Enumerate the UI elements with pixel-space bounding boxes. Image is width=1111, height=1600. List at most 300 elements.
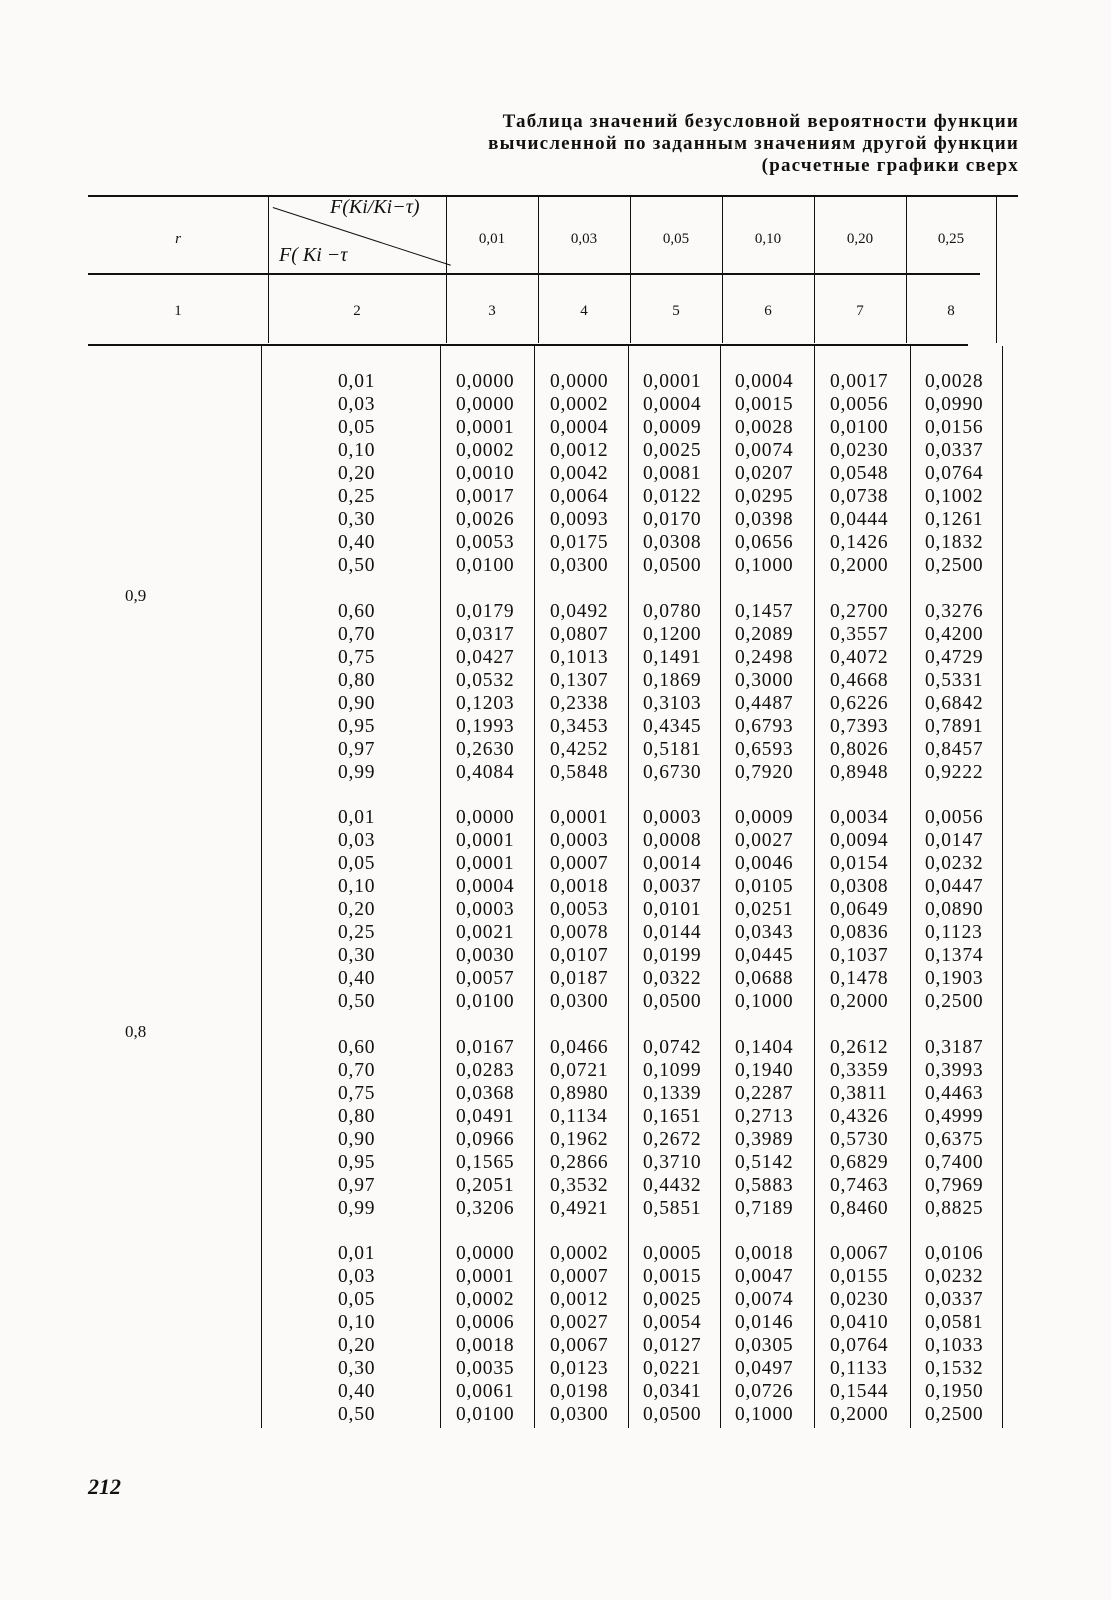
table-cell: 0,1903 bbox=[925, 968, 984, 989]
table-cell: 0,0081 bbox=[643, 463, 702, 484]
table-cell: 0,0003 bbox=[456, 899, 515, 920]
table-cell: 0,2000 bbox=[830, 1404, 889, 1425]
table-cell: 0,0053 bbox=[550, 899, 609, 920]
table-cell: 0,0548 bbox=[830, 463, 889, 484]
f-value bbox=[338, 1013, 375, 1036]
table-cell: 0,0093 bbox=[550, 509, 609, 530]
table-cell: 0,0500 bbox=[643, 991, 702, 1012]
table-cell: 0,3710 bbox=[643, 1152, 702, 1173]
table-cell: 0,3103 bbox=[643, 693, 702, 714]
f-value: 0,25 bbox=[338, 922, 376, 943]
table-cell: 0,0154 bbox=[830, 853, 889, 874]
f-value: 0,97 bbox=[338, 1175, 376, 1196]
group-gap bbox=[830, 1220, 888, 1242]
table-cell: 0,0018 bbox=[735, 1243, 794, 1264]
column-number: 7 bbox=[856, 302, 864, 319]
table-cell: 0,2287 bbox=[735, 1083, 794, 1104]
table-cell: 0,1000 bbox=[735, 555, 794, 576]
table-cell: 0,0726 bbox=[735, 1381, 794, 1402]
table-cell: 0,0230 bbox=[830, 440, 889, 461]
table-cell: 0,0100 bbox=[830, 417, 889, 438]
table-cell: 0,0002 bbox=[550, 394, 609, 415]
table-cell: 0,5331 bbox=[925, 670, 984, 691]
table-cell: 0,0015 bbox=[735, 394, 794, 415]
f-value: 0,03 bbox=[338, 1266, 376, 1287]
table-cell: 0,3453 bbox=[550, 716, 609, 737]
table-cell: 0,1033 bbox=[925, 1335, 984, 1356]
table-cell: 0,0006 bbox=[456, 1312, 515, 1333]
table-cell: 0,2500 bbox=[925, 991, 984, 1012]
table-cell: 0,0000 bbox=[456, 807, 515, 828]
table-cell: 0,1099 bbox=[643, 1060, 702, 1081]
table-cell: 0,1002 bbox=[925, 486, 984, 507]
column-number: 5 bbox=[672, 302, 680, 319]
table-cell: 0,8980 bbox=[550, 1083, 609, 1104]
table-cell: 0,0179 bbox=[456, 601, 515, 622]
table-cell: 0,6730 bbox=[643, 762, 702, 783]
f-value: 0,01 bbox=[338, 371, 376, 392]
table-cell: 0,0492 bbox=[550, 601, 609, 622]
table-cell: 0,0067 bbox=[550, 1335, 609, 1356]
f-value: 0,05 bbox=[338, 1289, 376, 1310]
table-cell: 0,0123 bbox=[550, 1358, 609, 1379]
title-line-2: вычисленной по заданным значениям другой функции bbox=[488, 133, 1019, 154]
table-cell: 0,1307 bbox=[550, 670, 609, 691]
column-number: 2 bbox=[353, 302, 361, 319]
values-column-7 bbox=[830, 370, 888, 1426]
table-cell: 0,1374 bbox=[925, 945, 984, 966]
f-value: 0,01 bbox=[338, 1243, 376, 1264]
table-cell: 0,5181 bbox=[643, 739, 702, 760]
table-cell: 0,4200 bbox=[925, 624, 984, 645]
f-value: 0,05 bbox=[338, 853, 376, 874]
table-cell: 0,0127 bbox=[643, 1335, 702, 1356]
table-cell: 0,0305 bbox=[735, 1335, 794, 1356]
table-cell: 0,6829 bbox=[830, 1152, 889, 1173]
table-cell: 0,7891 bbox=[925, 716, 984, 737]
table-cell: 0,0100 bbox=[456, 1404, 515, 1425]
table-cell: 0,0000 bbox=[456, 394, 515, 415]
table-cell: 0,9222 bbox=[925, 762, 984, 783]
table-cell: 0,1426 bbox=[830, 532, 889, 553]
column-header: 0,25 bbox=[937, 230, 965, 247]
table-cell: 0,7463 bbox=[830, 1175, 889, 1196]
f-value: 0,50 bbox=[338, 1404, 376, 1425]
table-cell bbox=[643, 1013, 701, 1036]
table-cell: 0,0012 bbox=[550, 1289, 609, 1310]
table-cell: 0,0836 bbox=[830, 922, 889, 943]
group-gap bbox=[643, 784, 701, 806]
table-cell: 0,0447 bbox=[925, 876, 984, 897]
table-cell: 0,0061 bbox=[456, 1381, 515, 1402]
table-cell: 0,0047 bbox=[735, 1266, 794, 1287]
table-cell: 0,0656 bbox=[735, 532, 794, 553]
table-cell: 0,0500 bbox=[643, 1404, 702, 1425]
table-cell: 0,7189 bbox=[735, 1198, 794, 1219]
table-cell: 0,0317 bbox=[456, 624, 515, 645]
table-cell: 0,4921 bbox=[550, 1198, 609, 1219]
table-cell: 0,0014 bbox=[643, 853, 702, 874]
table-cell bbox=[456, 1013, 514, 1036]
table-cell: 0,0003 bbox=[643, 807, 702, 828]
table-cell: 0,0207 bbox=[735, 463, 794, 484]
title-line-3: (расчетные графики сверх bbox=[761, 155, 1019, 176]
f-value: 0,03 bbox=[338, 830, 376, 851]
table-cell: 0,0780 bbox=[643, 601, 702, 622]
body-divider bbox=[1002, 346, 1003, 1428]
f-value: 0,50 bbox=[338, 555, 376, 576]
table-cell: 0,7393 bbox=[830, 716, 889, 737]
table-cell: 0,1123 bbox=[925, 922, 983, 943]
f-value: 0,70 bbox=[338, 1060, 376, 1081]
f-value: 0,97 bbox=[338, 739, 376, 760]
f-value: 0,40 bbox=[338, 968, 376, 989]
table-cell: 0,0008 bbox=[643, 830, 702, 851]
f-value: 0,70 bbox=[338, 624, 376, 645]
body-divider bbox=[628, 346, 629, 1428]
diag-header-bottom: F( Ki −τ bbox=[279, 244, 348, 266]
f-value: 0,10 bbox=[338, 1312, 376, 1333]
r-value: 0,8 bbox=[125, 1022, 147, 1041]
table-cell: 0,0018 bbox=[456, 1335, 515, 1356]
table-cell: 0,1544 bbox=[830, 1381, 889, 1402]
table-cell: 0,0491 bbox=[456, 1106, 515, 1127]
table-cell: 0,0027 bbox=[550, 1312, 609, 1333]
table-cell bbox=[830, 1013, 888, 1036]
table-cell: 0,0004 bbox=[735, 371, 794, 392]
table-cell: 0,0012 bbox=[550, 440, 609, 461]
table-cell: 0,0009 bbox=[643, 417, 702, 438]
group-gap bbox=[338, 1220, 375, 1242]
table-cell: 0,1404 bbox=[735, 1037, 794, 1058]
table-cell: 0,0807 bbox=[550, 624, 609, 645]
table-cell: 0,0018 bbox=[550, 876, 609, 897]
table-cell: 0,0017 bbox=[830, 371, 889, 392]
table-cell: 0,0046 bbox=[735, 853, 794, 874]
table-cell: 0,3206 bbox=[456, 1198, 515, 1219]
table-cell: 0,2713 bbox=[735, 1106, 794, 1127]
table-cell: 0,6375 bbox=[925, 1129, 984, 1150]
table-cell: 0,0101 bbox=[643, 899, 702, 920]
table-cell: 0,2612 bbox=[830, 1037, 889, 1058]
table-cell: 0,1134 bbox=[550, 1106, 608, 1127]
column-header: 0,01 bbox=[478, 230, 506, 247]
table-cell: 0,3000 bbox=[735, 670, 794, 691]
table-cell: 0,3557 bbox=[830, 624, 889, 645]
values-column-3 bbox=[456, 370, 514, 1426]
table-cell: 0,0000 bbox=[550, 371, 609, 392]
table-cell bbox=[735, 577, 793, 600]
table-cell: 0,0001 bbox=[456, 853, 515, 874]
table-cell: 0,2000 bbox=[830, 555, 889, 576]
table-cell: 0,3811 bbox=[830, 1083, 888, 1104]
table-cell: 0,5142 bbox=[735, 1152, 794, 1173]
f-value: 0,80 bbox=[338, 670, 376, 691]
table-cell: 0,0410 bbox=[830, 1312, 889, 1333]
table-cell: 0,0156 bbox=[925, 417, 984, 438]
table-cell: 0,4084 bbox=[456, 762, 515, 783]
table-cell: 0,0064 bbox=[550, 486, 609, 507]
group-gap bbox=[735, 784, 793, 806]
table-cell: 0,0144 bbox=[643, 922, 702, 943]
table-cell: 0,6226 bbox=[830, 693, 889, 714]
table-cell: 0,4463 bbox=[925, 1083, 984, 1104]
f-value: 0,95 bbox=[338, 1152, 376, 1173]
table-cell: 0,2338 bbox=[550, 693, 609, 714]
f-value: 0,60 bbox=[338, 601, 376, 622]
table-cell: 0,0122 bbox=[643, 486, 702, 507]
f-value: 0,40 bbox=[338, 532, 376, 553]
table-cell: 0,0106 bbox=[925, 1243, 984, 1264]
title-line-1: Таблица значений безусловной вероятности функции bbox=[502, 111, 1019, 132]
table-cell: 0,4326 bbox=[830, 1106, 889, 1127]
table-cell: 0,0175 bbox=[550, 532, 609, 553]
table-cell: 0,0170 bbox=[643, 509, 702, 530]
table-cell: 0,4487 bbox=[735, 693, 794, 714]
table-cell: 0,2089 bbox=[735, 624, 794, 645]
table-cell: 0,0283 bbox=[456, 1060, 515, 1081]
table-cell: 0,0649 bbox=[830, 899, 889, 920]
body-divider bbox=[534, 346, 535, 1428]
table-cell bbox=[456, 577, 514, 600]
diag-header-top: F(Ki/Ki−τ) bbox=[330, 196, 420, 218]
f-value: 0,60 bbox=[338, 1037, 376, 1058]
f-value: 0,10 bbox=[338, 440, 376, 461]
f-value: 0,20 bbox=[338, 899, 376, 920]
table-cell: 0,0000 bbox=[456, 371, 515, 392]
table-cell: 0,4432 bbox=[643, 1175, 702, 1196]
table-cell: 0,1000 bbox=[735, 991, 794, 1012]
column-number: 8 bbox=[947, 302, 955, 319]
f-value: 0,05 bbox=[338, 417, 376, 438]
values-column-5 bbox=[643, 370, 701, 1426]
table-cell: 0,0199 bbox=[643, 945, 702, 966]
table-cell: 0,1013 bbox=[550, 647, 609, 668]
f-value: 0,30 bbox=[338, 1358, 376, 1379]
table-cell: 0,0004 bbox=[643, 394, 702, 415]
group-gap bbox=[550, 784, 608, 806]
r-value: 0,9 bbox=[125, 586, 147, 605]
table-cell: 0,0074 bbox=[735, 440, 794, 461]
table-cell: 0,0009 bbox=[735, 807, 794, 828]
table-cell: 0,1532 bbox=[925, 1358, 984, 1379]
f-value: 0,20 bbox=[338, 1335, 376, 1356]
table-cell: 0,0198 bbox=[550, 1381, 609, 1402]
table-cell: 0,0001 bbox=[643, 371, 702, 392]
table-cell: 0,0688 bbox=[735, 968, 794, 989]
table-cell: 0,0017 bbox=[456, 486, 515, 507]
column-number: 1 bbox=[174, 302, 182, 319]
table-cell: 0,3993 bbox=[925, 1060, 984, 1081]
table-cell: 0,2866 bbox=[550, 1152, 609, 1173]
table-cell: 0,1457 bbox=[735, 601, 794, 622]
table-cell: 0,4668 bbox=[830, 670, 889, 691]
table-cell: 0,0295 bbox=[735, 486, 794, 507]
f-value: 0,01 bbox=[338, 807, 376, 828]
column-number: 4 bbox=[580, 302, 588, 319]
table-cell: 0,0337 bbox=[925, 1289, 984, 1310]
table-cell: 0,0742 bbox=[643, 1037, 702, 1058]
table-cell: 0,0100 bbox=[456, 555, 515, 576]
table-cell: 0,3187 bbox=[925, 1037, 984, 1058]
table-cell: 0,1261 bbox=[925, 509, 984, 530]
table-cell: 0,0368 bbox=[456, 1083, 515, 1104]
table-cell: 0,3276 bbox=[925, 601, 984, 622]
f-value: 0,40 bbox=[338, 1381, 376, 1402]
table-cell: 0,0581 bbox=[925, 1312, 984, 1333]
group-gap bbox=[456, 1220, 514, 1242]
table-cell: 0,0308 bbox=[830, 876, 889, 897]
table-cell: 0,0764 bbox=[925, 463, 984, 484]
table-cell: 0,0105 bbox=[735, 876, 794, 897]
table-cell: 0,0341 bbox=[643, 1381, 702, 1402]
table-cell: 0,0007 bbox=[550, 1266, 609, 1287]
group-gap bbox=[830, 784, 888, 806]
f-value: 0,90 bbox=[338, 693, 376, 714]
table-cell: 0,1940 bbox=[735, 1060, 794, 1081]
table-cell: 0,0007 bbox=[550, 853, 609, 874]
column-number: 6 bbox=[764, 302, 772, 319]
table-cell: 0,0308 bbox=[643, 532, 702, 553]
f-value: 0,10 bbox=[338, 876, 376, 897]
table-cell: 0,8026 bbox=[830, 739, 889, 760]
table-cell: 0,0003 bbox=[550, 830, 609, 851]
table-cell: 0,0337 bbox=[925, 440, 984, 461]
page-number: 212 bbox=[88, 1474, 121, 1499]
table-cell: 0,0890 bbox=[925, 899, 984, 920]
table-cell: 0,0015 bbox=[643, 1266, 702, 1287]
header-top-rule bbox=[88, 195, 1018, 197]
body-divider bbox=[720, 346, 721, 1428]
table-cell: 0,1133 bbox=[830, 1358, 888, 1379]
table-cell: 0,0027 bbox=[735, 830, 794, 851]
table-cell: 0,1950 bbox=[925, 1381, 984, 1402]
table-cell: 0,0764 bbox=[830, 1335, 889, 1356]
table-cell: 0,0721 bbox=[550, 1060, 609, 1081]
table-cell: 0,0427 bbox=[456, 647, 515, 668]
column-header: 0,05 bbox=[662, 230, 690, 247]
table-cell: 0,1203 bbox=[456, 693, 515, 714]
table-cell: 0,1651 bbox=[643, 1106, 702, 1127]
table-cell: 0,2672 bbox=[643, 1129, 702, 1150]
table-cell: 0,0466 bbox=[550, 1037, 609, 1058]
f-value: 0,80 bbox=[338, 1106, 376, 1127]
table-cell: 0,1869 bbox=[643, 670, 702, 691]
table-cell: 0,0146 bbox=[735, 1312, 794, 1333]
table-cell bbox=[735, 1013, 793, 1036]
values-column-6 bbox=[735, 370, 793, 1426]
column-number: 3 bbox=[488, 302, 496, 319]
table-cell: 0,0445 bbox=[735, 945, 794, 966]
table-cell: 0,0343 bbox=[735, 922, 794, 943]
group-gap bbox=[643, 1220, 701, 1242]
table-cell: 0,0966 bbox=[456, 1129, 515, 1150]
f-value: 0,30 bbox=[338, 945, 376, 966]
table-cell: 0,2700 bbox=[830, 601, 889, 622]
table-cell: 0,0001 bbox=[456, 417, 515, 438]
table-cell: 0,8825 bbox=[925, 1198, 984, 1219]
table-cell: 0,0028 bbox=[925, 371, 984, 392]
r-column-header: r bbox=[175, 230, 181, 247]
table-cell: 0,0005 bbox=[643, 1243, 702, 1264]
table-cell: 0,0230 bbox=[830, 1289, 889, 1310]
table-cell: 0,3532 bbox=[550, 1175, 609, 1196]
values-column-8 bbox=[925, 370, 983, 1426]
table-cell: 0,1037 bbox=[830, 945, 889, 966]
table-cell: 0,8457 bbox=[925, 739, 984, 760]
table-cell: 0,0001 bbox=[550, 807, 609, 828]
table-cell: 0,0221 bbox=[643, 1358, 702, 1379]
f-value: 0,03 bbox=[338, 394, 376, 415]
table-cell: 0,0990 bbox=[925, 394, 984, 415]
f-value: 0,99 bbox=[338, 1198, 376, 1219]
table-cell: 0,0042 bbox=[550, 463, 609, 484]
table-cell bbox=[643, 577, 701, 600]
table-cell bbox=[925, 1013, 983, 1036]
f-value: 0,95 bbox=[338, 716, 376, 737]
group-gap bbox=[735, 1220, 793, 1242]
column-header: 0,20 bbox=[846, 230, 874, 247]
table-cell: 0,2051 bbox=[456, 1175, 515, 1196]
table-cell: 0,1339 bbox=[643, 1083, 702, 1104]
table-cell: 0,5851 bbox=[643, 1198, 702, 1219]
body-divider bbox=[910, 346, 911, 1428]
table-cell: 0,0078 bbox=[550, 922, 609, 943]
table-cell: 0,6593 bbox=[735, 739, 794, 760]
table-cell: 0,0030 bbox=[456, 945, 515, 966]
f-value: 0,50 bbox=[338, 991, 376, 1012]
table-cell: 0,0100 bbox=[456, 991, 515, 1012]
column-header: 0,10 bbox=[754, 230, 782, 247]
table-cell bbox=[550, 577, 608, 600]
table-cell: 0,0500 bbox=[643, 555, 702, 576]
column-header: 0,03 bbox=[570, 230, 598, 247]
table-cell: 0,5730 bbox=[830, 1129, 889, 1150]
f-value: 0,75 bbox=[338, 647, 376, 668]
body-divider bbox=[440, 346, 441, 1428]
f-value: 0,99 bbox=[338, 762, 376, 783]
table-cell: 0,0187 bbox=[550, 968, 609, 989]
table-cell: 0,7969 bbox=[925, 1175, 984, 1196]
table-title bbox=[379, 111, 1019, 177]
table-cell: 0,5848 bbox=[550, 762, 609, 783]
table-cell: 0,0738 bbox=[830, 486, 889, 507]
table-cell: 0,0322 bbox=[643, 968, 702, 989]
table-cell: 0,2498 bbox=[735, 647, 794, 668]
body-divider bbox=[814, 346, 815, 1428]
table-cell: 0,0026 bbox=[456, 509, 515, 530]
table-cell: 0,0398 bbox=[735, 509, 794, 530]
table-cell: 0,0057 bbox=[456, 968, 515, 989]
table-cell: 0,1565 bbox=[456, 1152, 515, 1173]
table-cell: 0,7920 bbox=[735, 762, 794, 783]
header-mid-rule bbox=[88, 273, 980, 275]
table-cell: 0,0532 bbox=[456, 670, 515, 691]
table-cell: 0,4729 bbox=[925, 647, 984, 668]
table-cell: 0,0300 bbox=[550, 1404, 609, 1425]
group-gap bbox=[925, 1220, 983, 1242]
table-cell: 0,0054 bbox=[643, 1312, 702, 1333]
table-cell bbox=[550, 1013, 608, 1036]
table-cell: 0,0056 bbox=[830, 394, 889, 415]
table-cell: 0,0053 bbox=[456, 532, 515, 553]
table-cell: 0,1962 bbox=[550, 1129, 609, 1150]
table-cell: 0,0067 bbox=[830, 1243, 889, 1264]
table-cell: 0,1000 bbox=[735, 1404, 794, 1425]
table-cell: 0,6842 bbox=[925, 693, 984, 714]
table-cell: 0,0037 bbox=[643, 876, 702, 897]
table-cell: 0,0010 bbox=[456, 463, 515, 484]
